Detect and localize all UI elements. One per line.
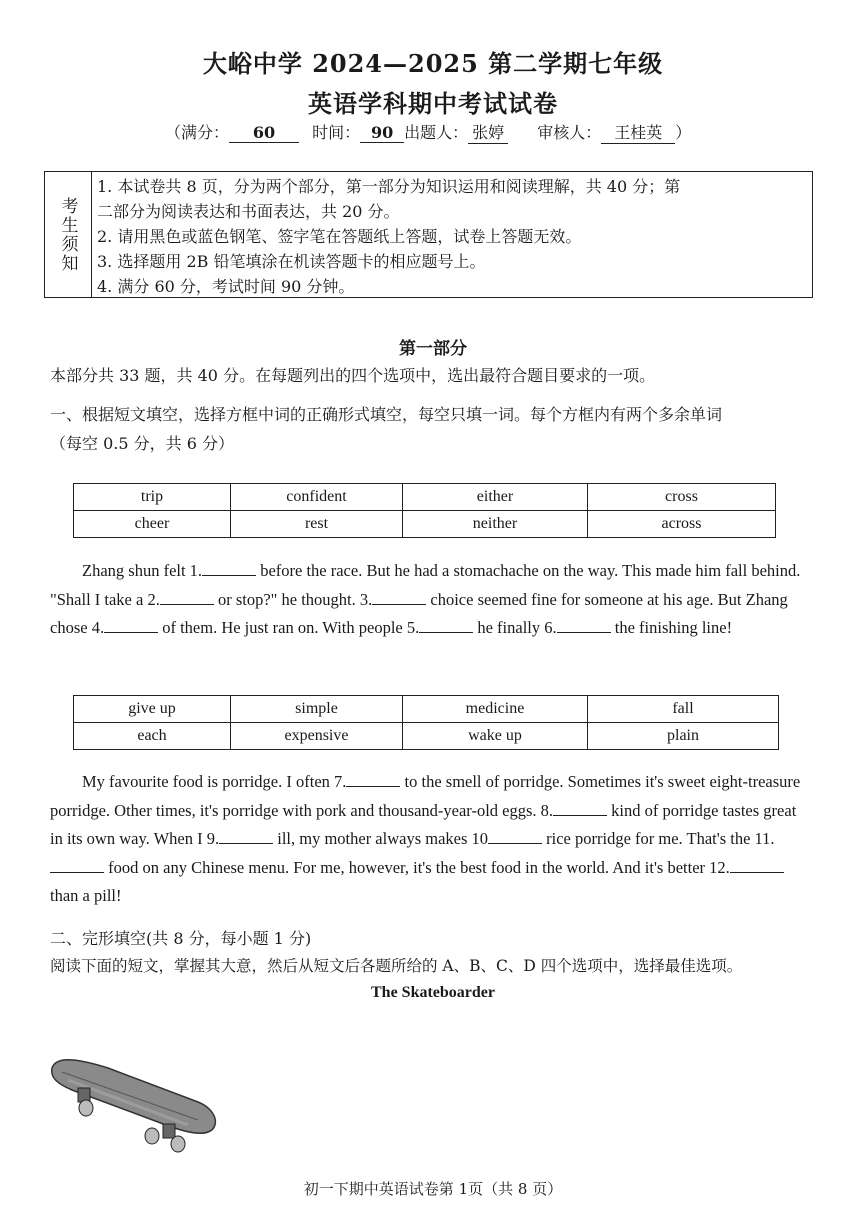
- passage-text: to the smell of porridge. Sometimes it's sweet eight-treasure porridge. Other times, it's porridge with pork and thousand-year-old eggs. 8.: [50, 772, 801, 820]
- skateboard-illustration: [48, 1050, 223, 1159]
- word-box-row: [74, 696, 779, 723]
- word-cell: expensive: [231, 723, 403, 750]
- notice-line: 4. 满分 60 分，考试时间 90 分钟。: [97, 277, 355, 296]
- exam-meta: [165, 120, 691, 144]
- passage-text: before the race. But he had a stomachache on the way. This made him fall behind. "Shall I take a 2.: [50, 561, 801, 609]
- section1-title: 一、根据短文填空，选择方框中词的正确形式填空，每空只填一词。每个方框内有两个多余单词: [50, 405, 723, 424]
- word-cell: cross: [588, 484, 776, 511]
- skateboard-icon: [48, 1050, 223, 1155]
- exam-title-line2: 英语学科期中考试试卷: [308, 89, 558, 118]
- word-cell: neither: [403, 511, 588, 538]
- time-label: 时间：: [312, 123, 361, 142]
- author-label: 出题人：: [404, 123, 469, 142]
- page-footer: 初一下期中英语试卷第 1页（共 8 页）: [303, 1180, 563, 1198]
- passage-text: or stop?" he thought. 3.: [213, 589, 373, 609]
- notice-label: 考生须知: [57, 196, 78, 273]
- full-score-value: 60: [229, 123, 299, 143]
- notice-line: 3. 选择题用 2B 铅笔填涂在机读答题卡的相应题号上。: [97, 252, 486, 271]
- exam-title-line1: 大峪中学 2024—2025 第二学期七年级: [202, 49, 664, 78]
- answer-blank-7[interactable]: [346, 772, 400, 787]
- passage-1: [50, 557, 810, 643]
- word-cell: medicine: [403, 696, 588, 723]
- candidate-notice-box: [44, 171, 813, 298]
- reviewer-value: 王桂英: [601, 120, 675, 144]
- answer-blank-12[interactable]: [730, 858, 784, 873]
- word-cell: fall: [588, 696, 779, 723]
- passage-text: rice porridge for me. That's the 11.: [542, 829, 775, 848]
- passage-2: [50, 768, 810, 911]
- word-cell: rest: [231, 511, 403, 538]
- word-cell: simple: [231, 696, 403, 723]
- word-box-2: [73, 695, 779, 750]
- notice-lines: [97, 174, 808, 299]
- section2-intro: 阅读下面的短文，掌握其大意，然后从短文后各题所给的 A、B、C、D 四个选项中，选择最佳选项。: [50, 957, 743, 975]
- cloze-title: The Skateboarder: [371, 984, 495, 1001]
- full-score-label: （满分：: [165, 123, 230, 142]
- answer-blank-2[interactable]: [160, 590, 214, 605]
- word-box-row: [74, 511, 776, 538]
- section1-score: （每空 0.5 分，共 6 分）: [50, 434, 234, 453]
- time-value: 90: [360, 123, 404, 143]
- word-cell: either: [403, 484, 588, 511]
- answer-blank-1[interactable]: [202, 561, 256, 576]
- word-cell: wake up: [403, 723, 588, 750]
- passage-text: ill, my mother always makes 10: [273, 829, 489, 848]
- word-cell: cheer: [74, 511, 231, 538]
- answer-blank-8[interactable]: [553, 801, 607, 816]
- reviewer-label: 审核人：: [537, 123, 602, 142]
- part-title: 第一部分: [399, 339, 467, 359]
- notice-line: 2. 请用黑色或蓝色钢笔、签字笔在答题纸上答题，试卷上答题无效。: [97, 227, 582, 246]
- notice-line: 1. 本试卷共 8 页，分为两个部分，第一部分为知识运用和阅读理解，共 40 分；第: [97, 177, 681, 196]
- author-value: 张婷: [468, 120, 508, 144]
- word-cell: each: [74, 723, 231, 750]
- notice-line: 二部分为阅读表达和书面表达，共 20 分。: [97, 202, 400, 221]
- passage-text: choice seemed fine for someone at his age. But Zhang chose 4.: [50, 589, 788, 637]
- passage-text: Zhang shun felt 1.: [82, 561, 203, 580]
- passage-text: kind of porridge tastes great in its own way. When I 9.: [50, 800, 797, 848]
- word-cell: across: [588, 511, 776, 538]
- passage-text: the finishing line!: [610, 618, 733, 637]
- notice-label-cell: [45, 172, 92, 297]
- word-cell: give up: [74, 696, 231, 723]
- word-cell: confident: [231, 484, 403, 511]
- passage-text: food on any Chinese menu. For me, however, it's the best food in the world. And it's better 12.: [104, 857, 730, 877]
- answer-blank-3[interactable]: [372, 590, 426, 605]
- passage-text: My favourite food is porridge. I often 7.: [82, 772, 347, 791]
- word-box-1: [73, 483, 776, 538]
- passage-text: he finally 6.: [473, 618, 557, 637]
- answer-blank-5[interactable]: [419, 618, 473, 633]
- answer-blank-11[interactable]: [50, 858, 104, 873]
- part-intro: 本部分共 33 题，共 40 分。在每题列出的四个选项中，选出最符合题目要求的一项。: [50, 366, 656, 385]
- word-cell: plain: [588, 723, 779, 750]
- word-box-row: [74, 484, 776, 511]
- passage-text: than a pill!: [50, 886, 122, 905]
- answer-blank-10[interactable]: [488, 829, 542, 844]
- answer-blank-6[interactable]: [557, 618, 611, 633]
- passage-text: of them. He just ran on. With people 5.: [158, 618, 420, 637]
- answer-blank-9[interactable]: [219, 829, 273, 844]
- section2-title: 二、完形填空(共 8 分，每小题 1 分): [50, 929, 312, 948]
- word-box-row: [74, 723, 779, 750]
- answer-blank-4[interactable]: [104, 618, 158, 633]
- close-paren: ）: [675, 123, 692, 142]
- word-cell: trip: [74, 484, 231, 511]
